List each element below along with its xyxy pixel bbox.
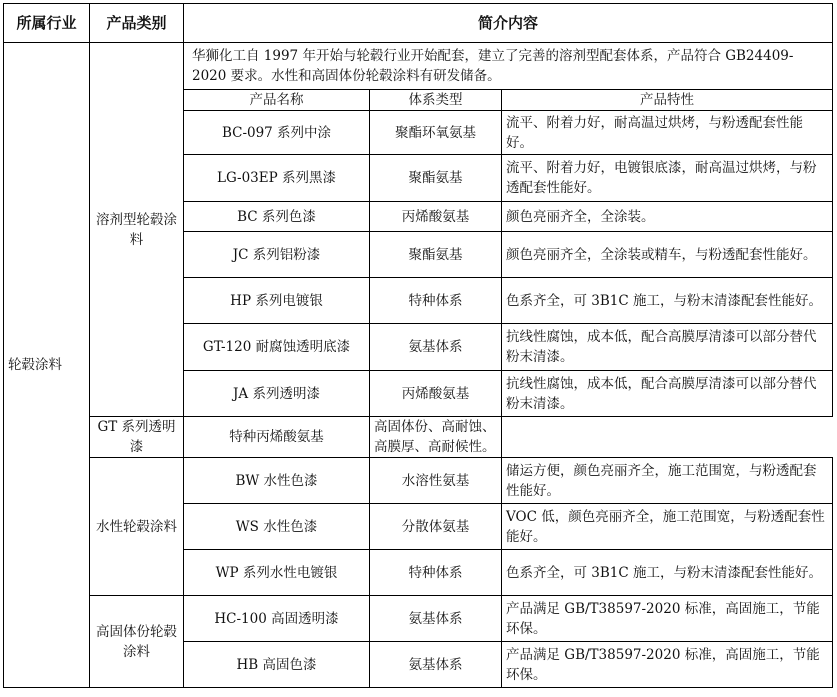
product-name-cell: BW 水性色漆 [184, 458, 370, 504]
table-row [4, 417, 833, 458]
category-cell: 水性轮毂涂料 [90, 458, 184, 596]
features-cell: 储运方便，颜色亮丽齐全，施工范围宽，与粉透配套性能好。 [502, 458, 833, 504]
product-name-cell: GT 系列透明漆 [90, 417, 184, 458]
product-name-cell: BC 系列色漆 [184, 202, 370, 232]
intro-row [4, 43, 833, 90]
category-cell: 高固体份轮毂涂料 [90, 596, 184, 688]
system-type-cell: 丙烯酸氨基 [370, 202, 502, 232]
features-cell: 高固体份、高耐蚀、高膜厚、高耐候性。 [370, 417, 502, 458]
system-type-cell: 特种体系 [370, 278, 502, 324]
system-type-cell: 聚酯环氧氨基 [370, 111, 502, 155]
system-type-cell: 特种体系 [370, 550, 502, 596]
product-name-cell: GT-120 耐腐蚀透明底漆 [184, 324, 370, 371]
system-type-cell: 聚酯氨基 [370, 232, 502, 278]
features-cell: 流平、附着力好，电镀银底漆，耐高温过烘烤，与粉透配套性能好。 [502, 155, 833, 202]
intro-text: 华狮化工自 1997 年开始与轮毂行业开始配套，建立了完善的溶剂型配套体系，产品符合 GB24409-2020 要求。水性和高固体份轮毂涂料有研发储备。 [184, 43, 833, 90]
header-industry: 所属行业 [4, 4, 90, 43]
header-category: 产品类别 [90, 4, 184, 43]
product-name-cell: JC 系列铝粉漆 [184, 232, 370, 278]
product-name-cell: HC-100 高固透明漆 [184, 596, 370, 642]
subheader-features: 产品特性 [502, 90, 833, 111]
subheader-name: 产品名称 [184, 90, 370, 111]
product-name-cell: HP 系列电镀银 [184, 278, 370, 324]
features-cell: 色系齐全，可 3B1C 施工，与粉末清漆配套性能好。 [502, 278, 833, 324]
system-type-cell: 氨基体系 [370, 596, 502, 642]
features-cell: 产品满足 GB/T38597-2020 标准，高固施工，节能环保。 [502, 642, 833, 688]
features-cell: VOC 低，颜色亮丽齐全，施工范围宽，与粉透配套性能好。 [502, 504, 833, 550]
system-type-cell: 丙烯酸氨基 [370, 371, 502, 417]
features-cell: 颜色亮丽齐全，全涂装。 [502, 202, 833, 232]
product-name-cell: BC-097 系列中涂 [184, 111, 370, 155]
category-cell: 溶剂型轮毂涂料 [90, 43, 184, 417]
system-type-cell: 氨基体系 [370, 324, 502, 371]
system-type-cell: 氨基体系 [370, 642, 502, 688]
system-type-cell: 聚酯氨基 [370, 155, 502, 202]
product-table [3, 3, 833, 688]
table-row [4, 458, 833, 504]
product-name-cell: HB 高固色漆 [184, 642, 370, 688]
features-cell: 色系齐全，可 3B1C 施工，与粉末清漆配套性能好。 [502, 550, 833, 596]
system-type-cell: 水溶性氨基 [370, 458, 502, 504]
product-name-cell: WS 水性色漆 [184, 504, 370, 550]
system-type-cell: 特种丙烯酸氨基 [184, 417, 370, 458]
features-cell: 颜色亮丽齐全，全涂装或精车，与粉透配套性能好。 [502, 232, 833, 278]
product-name-cell: JA 系列透明漆 [184, 371, 370, 417]
product-name-cell: LG-03EP 系列黑漆 [184, 155, 370, 202]
table-header-row [4, 4, 833, 43]
table-row [4, 596, 833, 642]
industry-cell: 轮毂涂料 [4, 43, 90, 688]
subheader-system: 体系类型 [370, 90, 502, 111]
system-type-cell: 分散体氨基 [370, 504, 502, 550]
features-cell: 产品满足 GB/T38597-2020 标准，高固施工，节能环保。 [502, 596, 833, 642]
header-intro: 简介内容 [184, 4, 833, 43]
features-cell: 流平、附着力好，耐高温过烘烤，与粉透配套性能好。 [502, 111, 833, 155]
product-name-cell: WP 系列水性电镀银 [184, 550, 370, 596]
features-cell: 抗线性腐蚀，成本低，配合高膜厚清漆可以部分替代粉末清漆。 [502, 371, 833, 417]
features-cell: 抗线性腐蚀，成本低，配合高膜厚清漆可以部分替代粉末清漆。 [502, 324, 833, 371]
